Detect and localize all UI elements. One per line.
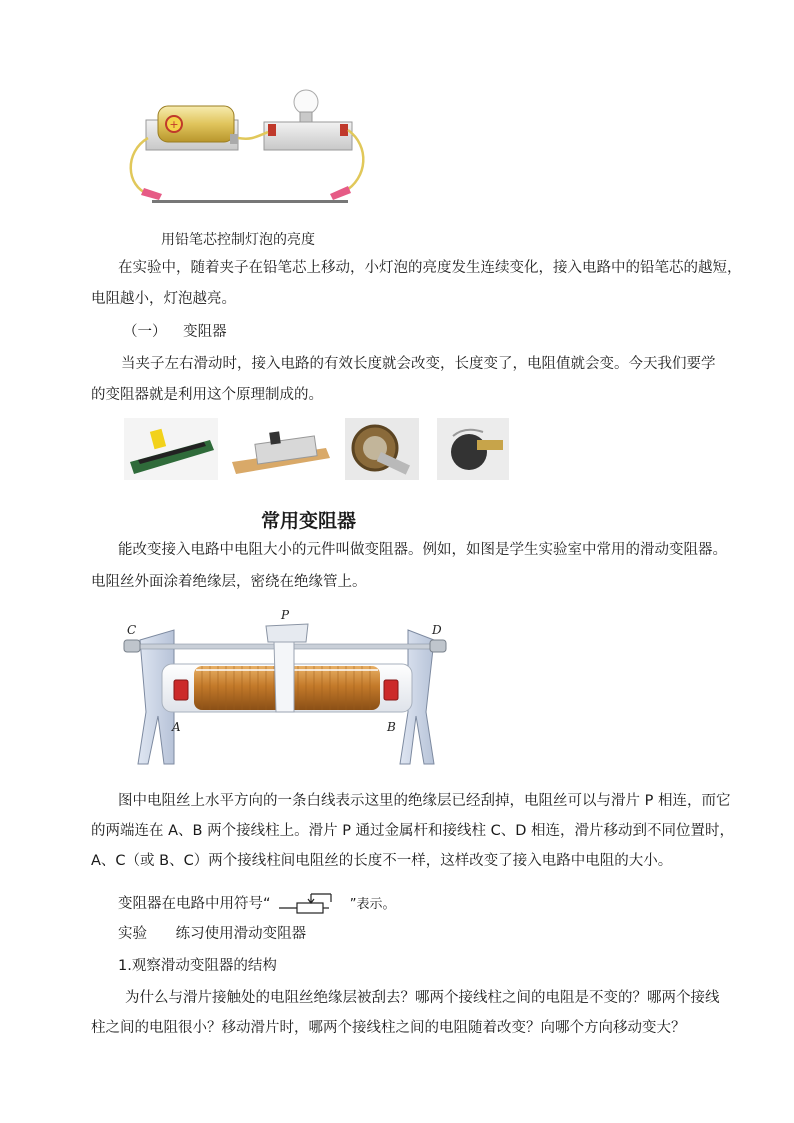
paragraph-4-line-1: 图中电阻丝上水平方向的一条白线表示这里的绝缘层已经刮掉，电阻丝可以与滑片 P 相连，而它 bbox=[118, 793, 731, 809]
questions-line-2: 柱之间的电阻很小？移动滑片时，哪两个接线柱之间的电阻随着改变？向哪个方向移动变大？ bbox=[91, 1020, 686, 1036]
slide-switch-rheostat-photo bbox=[226, 418, 336, 480]
symbol-line-after: ”表示。 bbox=[349, 897, 396, 912]
potentiometer-knob-photo bbox=[437, 418, 509, 480]
questions-line-1: 为什么与滑片接触处的电阻丝绝缘层被刮去？哪两个接线柱之间的电阻是不变的？哪两个接线 bbox=[125, 990, 720, 1006]
label-a: A bbox=[172, 720, 181, 734]
figure2-heading: 常用变阻器 bbox=[261, 510, 357, 532]
paragraph-2-line-2: 的变阻器就是利用这个原理制成的。 bbox=[91, 387, 323, 403]
section-number: （一） bbox=[123, 324, 167, 340]
pencil-lead-circuit-figure bbox=[118, 82, 380, 214]
label-d: D bbox=[432, 623, 442, 637]
paragraph-2-line-1: 当夹子左右滑动时，接入电路的有效长度就会改变，长度变了，电阻值就会变。今天我们要学 bbox=[121, 356, 716, 372]
svg-text:+: + bbox=[169, 118, 179, 131]
experiment-title: 练习使用滑动变阻器 bbox=[175, 926, 307, 942]
figure1-caption: 用铅笔芯控制灯泡的亮度 bbox=[161, 232, 315, 248]
experiment-label: 实验 bbox=[118, 926, 147, 942]
symbol-line-before: 变阻器在电路中用符号“ bbox=[118, 896, 271, 912]
rheostat-symbol-line bbox=[118, 889, 395, 920]
label-p: P bbox=[281, 608, 290, 622]
sliding-rheostat-diagram bbox=[118, 604, 450, 770]
slider-rheostat-photo bbox=[124, 418, 218, 480]
step-1-title: 1.观察滑动变阻器的结构 bbox=[118, 958, 277, 974]
paragraph-1-line-1: 在实验中，随着夹子在铅笔芯上移动，小灯泡的亮度发生连续变化，接入电路中的铅笔芯的越短， bbox=[118, 260, 742, 276]
rheostat-symbol-icon bbox=[275, 892, 345, 916]
paragraph-1-line-2: 电阻越小，灯泡越亮。 bbox=[91, 291, 236, 307]
section-heading bbox=[123, 317, 227, 348]
label-b: B bbox=[387, 720, 396, 734]
paragraph-3-line-2: 电阻丝外面涂着绝缘层，密绕在绝缘管上。 bbox=[91, 574, 367, 590]
rotary-potentiometer-photo bbox=[345, 418, 419, 480]
label-c: C bbox=[127, 623, 137, 637]
experiment-heading bbox=[118, 919, 306, 950]
section-title: 变阻器 bbox=[183, 324, 227, 340]
paragraph-3-line-1: 能改变接入电路中电阻大小的元件叫做变阻器。例如，如图是学生实验室中常用的滑动变阻器。 bbox=[118, 542, 727, 558]
paragraph-4-line-3: A、C（或 B、C）两个接线柱间电阻丝的长度不一样，这样改变了接入电路中电阻的大小。 bbox=[91, 853, 673, 869]
paragraph-4-line-2: 的两端连在 A、B 两个接线柱上。滑片 P 通过金属杆和接线柱 C、D 相连，滑片移动到不同位置时， bbox=[91, 823, 735, 839]
